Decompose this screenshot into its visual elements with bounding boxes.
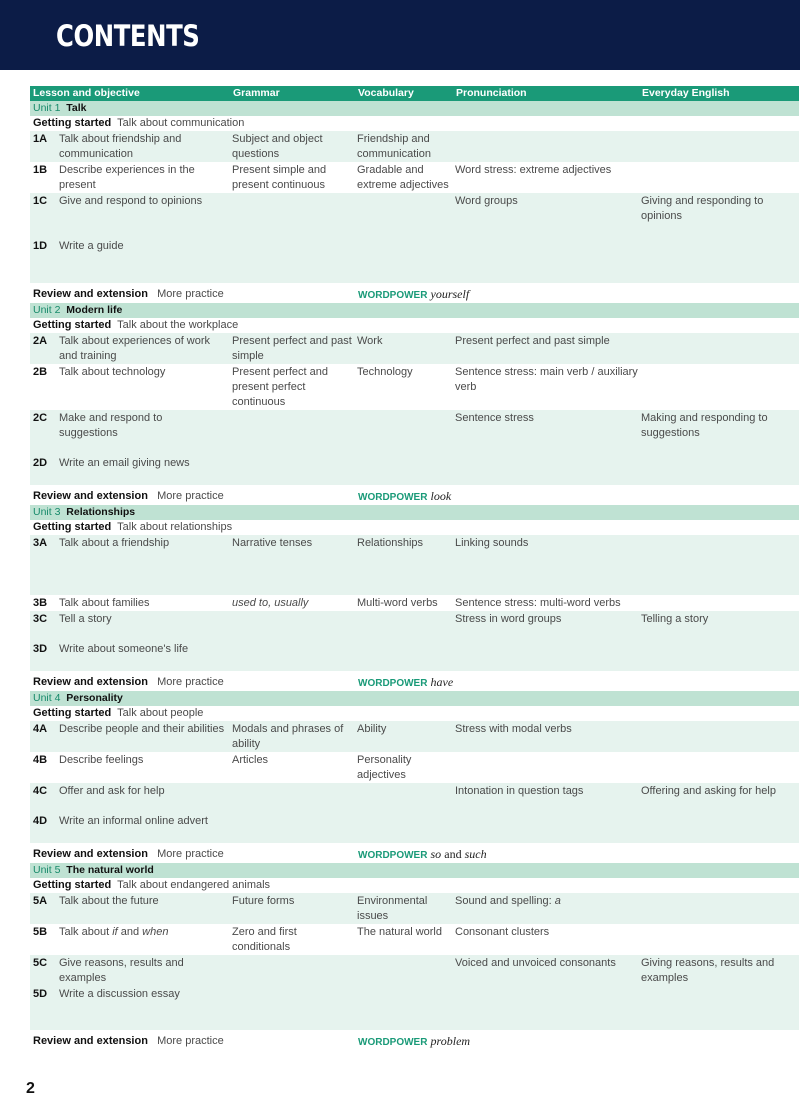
lesson-code: 2A: [33, 335, 48, 347]
getting-started-label: Getting started: [33, 319, 112, 331]
lesson-objective: Write a discussion essay: [59, 988, 180, 1000]
wordpower-label: WORDPOWER: [358, 290, 428, 301]
lesson-objective: Talk about experiences of work and training: [59, 335, 211, 362]
everyday-english-cell: [639, 364, 799, 410]
review-more: More practice: [157, 676, 224, 688]
everyday-english-cell: [639, 893, 799, 924]
lesson-objective: Tell a story: [59, 613, 112, 625]
review-label: Review and extension: [33, 1035, 148, 1047]
lesson-row: [30, 535, 799, 595]
review-row: [30, 671, 799, 691]
pronunciation-cell: Word stress: extreme adjectives: [453, 162, 639, 193]
lesson-objective: Describe people and their abilities: [59, 723, 225, 735]
review-label: Review and extension: [33, 490, 148, 502]
wordpower-word: have: [430, 675, 454, 689]
vocabulary-cell: [355, 410, 453, 455]
wordpower-and: and: [444, 847, 462, 861]
lesson-code: 5C: [33, 957, 48, 969]
lesson-objective: Talk about the future: [59, 895, 159, 907]
column-header-everyday-english: Everyday English: [639, 86, 799, 101]
lesson-objective: Talk about families: [59, 597, 150, 609]
unit-row: [30, 303, 799, 318]
lesson-code: 4D: [33, 815, 48, 827]
everyday-english-cell: [639, 455, 799, 485]
lesson-row: [30, 410, 799, 455]
grammar-cell: Modals and phrases of ability: [230, 721, 355, 752]
grammar-cell: [230, 641, 355, 671]
pronunciation-cell: Intonation in question tags: [453, 783, 639, 813]
lesson-code: 4B: [33, 754, 48, 766]
vocabulary-cell: [355, 813, 453, 843]
everyday-english-cell: [639, 333, 799, 364]
lesson-code: 2D: [33, 457, 48, 469]
lesson-objective: Write about someone's life: [59, 643, 189, 655]
wordpower-label: WORDPOWER: [358, 1037, 428, 1048]
getting-started-text: Talk about relationships: [117, 521, 233, 533]
review-more: More practice: [157, 490, 224, 502]
objective-italic: if: [112, 926, 118, 938]
everyday-english-cell: Telling a story: [639, 611, 799, 641]
getting-started-text: Talk about people: [117, 707, 204, 719]
wordpower-label: WORDPOWER: [358, 492, 428, 503]
grammar-cell: [230, 783, 355, 813]
review-label: Review and extension: [33, 288, 148, 300]
lesson-objective: Talk about technology: [59, 366, 166, 378]
unit-number: Unit 1: [33, 102, 61, 114]
vocabulary-cell: [355, 611, 453, 641]
grammar-cell: Present simple and present continuous: [230, 162, 355, 193]
lesson-code: 1C: [33, 195, 48, 207]
getting-started-row: [30, 878, 799, 893]
grammar-cell: Zero and first conditionals: [230, 924, 355, 955]
vocabulary-cell: Friendship and communication: [355, 131, 453, 162]
grammar-cell: Present perfect and present perfect continuous: [230, 364, 355, 410]
unit-number: Unit 5: [33, 864, 61, 876]
lesson-code: 3B: [33, 597, 48, 609]
review-row: [30, 283, 799, 303]
review-label: Review and extension: [33, 676, 148, 688]
lesson-row: [30, 333, 799, 364]
everyday-english-cell: [639, 813, 799, 843]
unit-name: Relationships: [66, 506, 136, 518]
grammar-cell: [230, 813, 355, 843]
pronunciation-cell: Sentence stress: [453, 410, 639, 455]
lesson-code: 5B: [33, 926, 48, 938]
pronunciation-cell: Sentence stress: multi-word verbs: [453, 595, 639, 611]
getting-started-label: Getting started: [33, 879, 112, 891]
getting-started-text: Talk about endangered animals: [117, 879, 271, 891]
pronunciation-cell: [453, 238, 639, 283]
page-header: [0, 0, 800, 70]
grammar-cell: Subject and object questions: [230, 131, 355, 162]
getting-started-label: Getting started: [33, 521, 112, 533]
grammar-cell: Narrative tenses: [230, 535, 355, 595]
grammar-cell: [230, 193, 355, 238]
everyday-english-cell: [639, 162, 799, 193]
vocabulary-cell: Gradable and extreme adjectives: [355, 162, 453, 193]
review-more: More practice: [157, 1035, 224, 1047]
lesson-row: [30, 783, 799, 813]
review-label: Review and extension: [33, 848, 148, 860]
wordpower-word: look: [430, 489, 452, 503]
grammar-cell: [230, 455, 355, 485]
getting-started-text: Talk about communication: [117, 117, 245, 129]
lesson-row: [30, 721, 799, 752]
lesson-row: [30, 364, 799, 410]
objective-text: Talk about: [59, 926, 113, 938]
getting-started-row: [30, 318, 799, 333]
lesson-code: 1A: [33, 133, 48, 145]
grammar-cell: used to, usually: [230, 595, 355, 611]
everyday-english-cell: [639, 535, 799, 595]
review-more: More practice: [157, 288, 224, 300]
lesson-code: 5A: [33, 895, 48, 907]
pronunciation-cell: [453, 131, 639, 162]
grammar-cell: [230, 410, 355, 455]
vocabulary-cell: [355, 986, 453, 1030]
page-title: CONTENTS: [56, 19, 200, 53]
review-more: More practice: [157, 848, 224, 860]
wordpower-word: yourself: [430, 287, 470, 301]
lesson-objective: Give reasons, results and examples: [59, 957, 184, 984]
grammar-cell: [230, 611, 355, 641]
lesson-row: [30, 162, 799, 193]
lesson-objective: Offer and ask for help: [59, 785, 165, 797]
vocabulary-cell: The natural world: [355, 924, 453, 955]
pronunciation-cell: Word groups: [453, 193, 639, 238]
lesson-row: [30, 193, 799, 238]
grammar-cell: [230, 986, 355, 1030]
objective-text: and: [117, 926, 143, 938]
vocabulary-cell: [355, 955, 453, 986]
column-header-pronunciation: Pronunciation: [453, 86, 639, 101]
pronunciation-cell: Voiced and unvoiced consonants: [453, 955, 639, 986]
getting-started-label: Getting started: [33, 117, 112, 129]
pronunciation-cell: [453, 813, 639, 843]
lesson-code: 3A: [33, 537, 48, 549]
lesson-objective: Talk about friendship and communication: [59, 133, 182, 160]
pronunciation-cell: Stress with modal verbs: [453, 721, 639, 752]
lesson-code: 3C: [33, 613, 48, 625]
pronunciation-text: Sound and spelling:: [455, 895, 555, 907]
review-row: [30, 1030, 799, 1050]
lesson-objective: Describe feelings: [59, 754, 144, 766]
review-row: [30, 843, 799, 863]
getting-started-text: Talk about the workplace: [117, 319, 239, 331]
wordpower-word: problem: [430, 1034, 471, 1048]
table-header-row: [30, 86, 799, 101]
pronunciation-cell: [453, 986, 639, 1030]
everyday-english-cell: [639, 986, 799, 1030]
unit-name: Talk: [66, 102, 87, 114]
lesson-row: [30, 641, 799, 671]
pronunciation-cell: Sentence stress: main verb / auxiliary verb: [453, 364, 639, 410]
wordpower-label: WORDPOWER: [358, 678, 428, 689]
everyday-english-cell: [639, 641, 799, 671]
pronunciation-letter: a: [554, 895, 561, 907]
lesson-row: [30, 893, 799, 924]
everyday-english-cell: [639, 238, 799, 283]
everyday-english-cell: Making and responding to suggestions: [639, 410, 799, 455]
vocabulary-cell: [355, 455, 453, 485]
everyday-english-cell: Giving and responding to opinions: [639, 193, 799, 238]
page-number: 2: [26, 1080, 35, 1097]
lesson-row: [30, 955, 799, 986]
lesson-objective: Give and respond to opinions: [59, 195, 203, 207]
everyday-english-cell: [639, 721, 799, 752]
grammar-cell: Future forms: [230, 893, 355, 924]
everyday-english-cell: [639, 752, 799, 783]
unit-row: [30, 863, 799, 878]
lesson-objective: Make and respond to suggestions: [59, 412, 163, 439]
vocabulary-cell: [355, 193, 453, 238]
vocabulary-cell: Relationships: [355, 535, 453, 595]
pronunciation-cell: Stress in word groups: [453, 611, 639, 641]
lesson-code: 1B: [33, 164, 48, 176]
column-header-lesson: Lesson and objective: [30, 86, 230, 101]
vocabulary-cell: [355, 783, 453, 813]
lesson-row: [30, 595, 799, 611]
lesson-row: [30, 455, 799, 485]
lesson-row: [30, 611, 799, 641]
lesson-code: 2B: [33, 366, 48, 378]
wordpower-label: WORDPOWER: [358, 850, 428, 861]
unit-name: The natural world: [66, 864, 154, 876]
getting-started-row: [30, 520, 799, 535]
lesson-code: 4A: [33, 723, 48, 735]
objective-italic: when: [142, 926, 169, 938]
vocabulary-cell: Personality adjectives: [355, 752, 453, 783]
column-header-vocabulary: Vocabulary: [355, 86, 453, 101]
unit-number: Unit 3: [33, 506, 61, 518]
lesson-objective: Write a guide: [59, 240, 124, 252]
pronunciation-cell: Consonant clusters: [453, 924, 639, 955]
vocabulary-cell: Work: [355, 333, 453, 364]
unit-row: [30, 505, 799, 520]
lesson-objective: Write an informal online advert: [59, 815, 208, 827]
getting-started-row: [30, 706, 799, 721]
unit-row: [30, 691, 799, 706]
unit-number: Unit 2: [33, 304, 61, 316]
everyday-english-cell: Giving reasons, results and examples: [639, 955, 799, 986]
pronunciation-cell: Linking sounds: [453, 535, 639, 595]
lesson-code: 3D: [33, 643, 48, 655]
lesson-row: [30, 238, 799, 283]
lesson-row: [30, 131, 799, 162]
vocabulary-cell: [355, 238, 453, 283]
everyday-english-cell: Offering and asking for help: [639, 783, 799, 813]
wordpower-word: so: [430, 847, 442, 861]
vocabulary-cell: Technology: [355, 364, 453, 410]
lesson-code: 2C: [33, 412, 48, 424]
lesson-objective: Write an email giving news: [59, 457, 190, 469]
column-header-grammar: Grammar: [230, 86, 355, 101]
contents-table: [30, 86, 799, 1050]
lesson-objective: Describe experiences in the present: [59, 164, 195, 191]
grammar-cell: [230, 955, 355, 986]
lesson-code: 1D: [33, 240, 48, 252]
pronunciation-cell: [453, 752, 639, 783]
getting-started-label: Getting started: [33, 707, 112, 719]
everyday-english-cell: [639, 131, 799, 162]
lesson-code: 4C: [33, 785, 48, 797]
lesson-objective: Talk about a friendship: [59, 537, 170, 549]
getting-started-row: [30, 116, 799, 131]
lesson-code: 5D: [33, 988, 48, 1000]
pronunciation-cell: Present perfect and past simple: [453, 333, 639, 364]
unit-name: Personality: [66, 692, 123, 704]
lesson-row: [30, 924, 799, 955]
grammar-cell: [230, 238, 355, 283]
pronunciation-cell: [453, 455, 639, 485]
grammar-cell: Articles: [230, 752, 355, 783]
pronunciation-cell: [453, 893, 639, 924]
unit-number: Unit 4: [33, 692, 61, 704]
unit-row: [30, 101, 799, 116]
grammar-cell: Present perfect and past simple: [230, 333, 355, 364]
wordpower-word: such: [464, 847, 487, 861]
lesson-objective: [59, 925, 219, 940]
vocabulary-cell: Environmental issues: [355, 893, 453, 924]
vocabulary-cell: Ability: [355, 721, 453, 752]
lesson-row: [30, 813, 799, 843]
unit-name: Modern life: [66, 304, 123, 316]
review-row: [30, 485, 799, 505]
lesson-row: [30, 986, 799, 1030]
everyday-english-cell: [639, 924, 799, 955]
lesson-row: [30, 752, 799, 783]
vocabulary-cell: Multi-word verbs: [355, 595, 453, 611]
everyday-english-cell: [639, 595, 799, 611]
pronunciation-cell: [453, 641, 639, 671]
vocabulary-cell: [355, 641, 453, 671]
